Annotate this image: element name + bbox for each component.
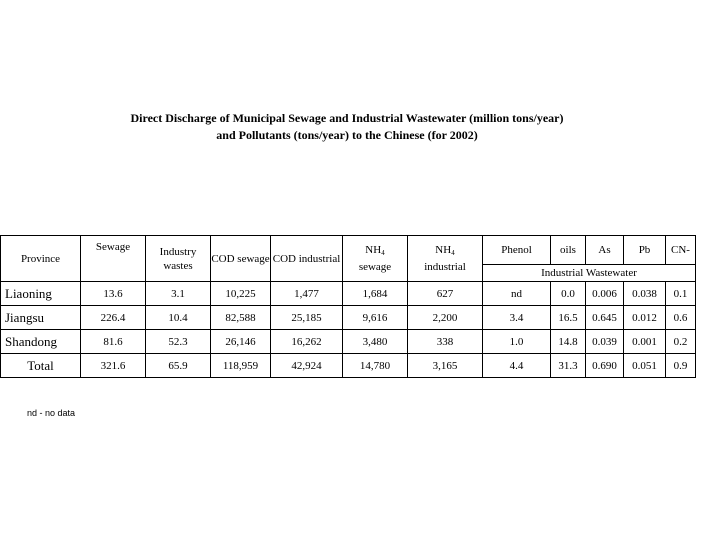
cell-cn: 0.2 — [666, 330, 696, 354]
cell-as: 0.645 — [586, 306, 624, 330]
cell-phenol: 3.4 — [483, 306, 551, 330]
cell-pb: 0.051 — [624, 354, 666, 378]
cell-cod-industrial: 16,262 — [271, 330, 343, 354]
table-row-total — [1, 354, 696, 378]
cell-oils: 0.0 — [551, 282, 586, 306]
cell-industry-wastes: 52.3 — [146, 330, 211, 354]
cell-as: 0.039 — [586, 330, 624, 354]
row-province: Liaoning — [1, 282, 81, 306]
footnote: nd - no data — [27, 408, 76, 418]
cell-cod-sewage: 26,146 — [211, 330, 271, 354]
cell-cod-industrial: 1,477 — [271, 282, 343, 306]
cell-phenol: 4.4 — [483, 354, 551, 378]
cell-as: 0.006 — [586, 282, 624, 306]
cell-as: 0.690 — [586, 354, 624, 378]
table-title — [0, 110, 694, 144]
cell-nh4-industrial: 627 — [408, 282, 483, 306]
cell-cn: 0.1 — [666, 282, 696, 306]
header-pb: Pb — [624, 236, 666, 265]
header-cod-industrial: COD industrial — [271, 236, 343, 282]
cell-sewage: 226.4 — [81, 306, 146, 330]
cell-pb: 0.038 — [624, 282, 666, 306]
cell-cod-industrial: 25,185 — [271, 306, 343, 330]
cell-nh4-industrial: 2,200 — [408, 306, 483, 330]
cell-nh4-industrial: 3,165 — [408, 354, 483, 378]
header-cn: CN- — [666, 236, 696, 265]
cell-nh4-sewage: 1,684 — [343, 282, 408, 306]
header-nh4-industrial: $NH_4$ industrial — [408, 236, 483, 282]
cell-cn: 0.6 — [666, 306, 696, 330]
header-cod-sewage: COD sewage — [211, 236, 271, 282]
header-sewage: Sewage — [81, 236, 146, 282]
header-industrial-wastewater: Industrial Wastewater — [483, 265, 696, 282]
cell-nh4-sewage: 9,616 — [343, 306, 408, 330]
cell-sewage: 81.6 — [81, 330, 146, 354]
header-oils: oils — [551, 236, 586, 265]
row-province: Jiangsu — [1, 306, 81, 330]
cell-industry-wastes: 3.1 — [146, 282, 211, 306]
header-row — [1, 236, 696, 265]
cell-pb: 0.012 — [624, 306, 666, 330]
row-province: Total — [1, 354, 81, 378]
cell-pb: 0.001 — [624, 330, 666, 354]
cell-oils: 16.5 — [551, 306, 586, 330]
cell-industry-wastes: 65.9 — [146, 354, 211, 378]
cell-sewage: 321.6 — [81, 354, 146, 378]
cell-phenol: nd — [483, 282, 551, 306]
pollution-table — [0, 235, 696, 378]
header-as: As — [586, 236, 624, 265]
cell-cod-sewage: 10,225 — [211, 282, 271, 306]
header-nh4-sewage: $NH_4$ sewage — [343, 236, 408, 282]
header-phenol: Phenol — [483, 236, 551, 265]
cell-nh4-sewage: 3,480 — [343, 330, 408, 354]
cell-sewage: 13.6 — [81, 282, 146, 306]
table-row — [1, 330, 696, 354]
cell-cod-sewage: 82,588 — [211, 306, 271, 330]
header-industry-wastes: Industry wastes — [146, 236, 211, 282]
cell-phenol: 1.0 — [483, 330, 551, 354]
row-province: Shandong — [1, 330, 81, 354]
header-province: Province — [1, 236, 81, 282]
cell-cod-sewage: 118,959 — [211, 354, 271, 378]
cell-nh4-sewage: 14,780 — [343, 354, 408, 378]
cell-cod-industrial: 42,924 — [271, 354, 343, 378]
cell-oils: 31.3 — [551, 354, 586, 378]
table-row — [1, 282, 696, 306]
cell-oils: 14.8 — [551, 330, 586, 354]
cell-industry-wastes: 10.4 — [146, 306, 211, 330]
title-line-2: and Pollutants (tons/year) to the Chinese (for 2002) — [216, 128, 478, 142]
title-line-1: Direct Discharge of Municipal Sewage and Industrial Wastewater (million tons/year) — [130, 111, 564, 125]
table-row — [1, 306, 696, 330]
cell-nh4-industrial: 338 — [408, 330, 483, 354]
cell-cn: 0.9 — [666, 354, 696, 378]
